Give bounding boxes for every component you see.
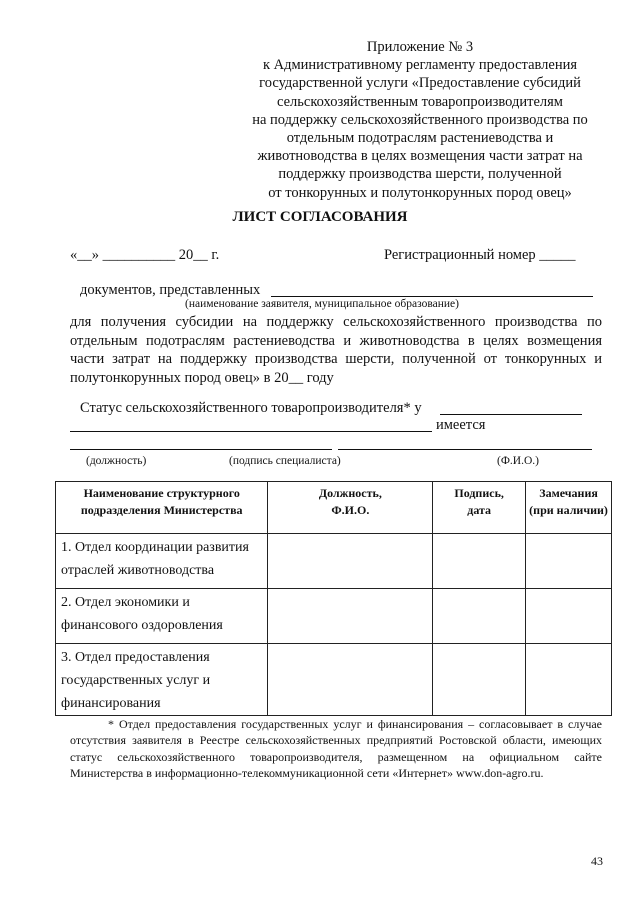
fio-caption: (Ф.И.О.) xyxy=(497,455,539,467)
row-position-cell xyxy=(268,534,433,589)
row-department: 1. Отдел координации развития отраслей животноводства xyxy=(56,534,268,589)
row-department: 3. Отдел предоставления государственных услуг и финансирования xyxy=(56,644,268,716)
appendix-line: от тонкорунных и полутонкорунных пород овец» xyxy=(268,184,572,201)
appendix-line: отдельным подотраслям растениеводства и xyxy=(286,130,554,147)
signature-fio-line xyxy=(338,449,592,450)
row-signature-cell xyxy=(433,644,526,716)
row-signature-cell xyxy=(433,534,526,589)
position-caption: (должность) xyxy=(86,455,147,467)
appendix-header xyxy=(230,38,610,202)
appendix-line: государственной услуги «Предоставление субсидий xyxy=(259,75,581,92)
header-remarks: Замечания (при наличии) xyxy=(526,482,612,534)
row-remarks-cell xyxy=(526,589,612,644)
applicant-hint: (наименование заявителя, муниципальное образование) xyxy=(185,298,459,310)
appendix-line: поддержку производства шерсти, полученной xyxy=(278,166,562,183)
row-signature-cell xyxy=(433,589,526,644)
appendix-line: сельскохозяйственным товаропроизводителям xyxy=(277,93,563,110)
row-department: 2. Отдел экономики и финансового оздоровления xyxy=(56,589,268,644)
page-number: 43 xyxy=(591,854,603,868)
appendix-line: животноводства в целях возмещения части затрат на xyxy=(257,148,583,165)
registration-number: Регистрационный номер _____ xyxy=(384,247,576,263)
appendix-line: на поддержку сельскохозяйственного производства по xyxy=(252,111,588,128)
approval-table xyxy=(55,481,612,716)
row-remarks-cell xyxy=(526,534,612,589)
date-line: «__» __________ 20__ г. xyxy=(70,247,220,263)
header-signature: Подпись, дата xyxy=(433,482,526,534)
applicant-line xyxy=(271,296,593,297)
appendix-line: к Административному регламенту предоставления xyxy=(262,57,578,74)
status-label: Статус сельскохозяйственного товаропроизводителя* у xyxy=(80,400,422,416)
footnote: * Отдел предоставления государственных услуг и финансирования – согласовывает в случае отсутствия заявителя в Реестре сельскохозяйственных предприятий Ростовской области, имеющих статус сельскохозяйственного товаропроизводителя, размещенном на официальном сайте Министерства в информационно-телекоммуникационной сети «Интернет» www.don-agro.ru. xyxy=(70,717,602,780)
row-remarks-cell xyxy=(526,644,612,716)
position-line xyxy=(70,449,332,450)
row-position-cell xyxy=(268,589,433,644)
table-row xyxy=(56,589,612,644)
header-department: Наименование структурного подразделения Министерства xyxy=(56,482,268,534)
table-row xyxy=(56,534,612,589)
documents-label: документов, представленных xyxy=(80,282,261,298)
table-header-row xyxy=(56,482,612,534)
row-position-cell xyxy=(268,644,433,716)
header-position: Должность, Ф.И.О. xyxy=(268,482,433,534)
status-blank-2 xyxy=(70,431,432,432)
document-title: ЛИСТ СОГЛАСОВАНИЯ xyxy=(232,209,408,225)
appendix-line: Приложение № 3 xyxy=(366,39,474,55)
status-has: имеется xyxy=(436,417,486,433)
purpose-paragraph: для получения субсидии на поддержку сельскохозяйственного производства по отдельным подотраслям растениеводства и животноводства в целях возмещения части затрат на поддержку производства шерсти, полученной от тонкорунных и полутонкорунных пород овец» в 20__ году xyxy=(70,314,602,386)
signature-caption: (подпись специалиста) xyxy=(229,455,341,467)
status-blank xyxy=(440,414,582,415)
table-row xyxy=(56,644,612,716)
